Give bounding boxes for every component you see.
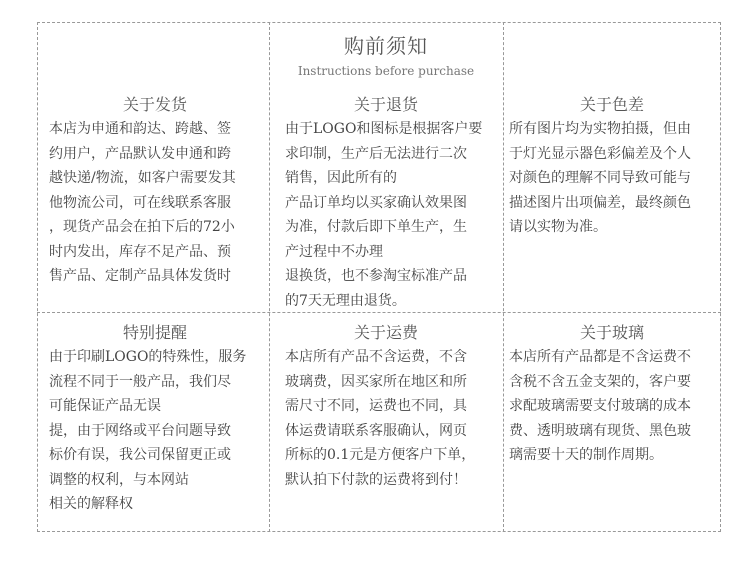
color-line: 请以实物为准。: [509, 219, 607, 235]
color-line: 于灯光显示器色彩偏差及个人: [509, 145, 691, 162]
special-heading: 特别提醒: [122, 323, 187, 342]
special-line: 提，由于网络或平台问题导致: [49, 422, 231, 439]
shipping-line: 售产品、定制产品具体发货时: [49, 268, 231, 284]
shipping-line: 时内发出，库存不足产品、预: [49, 243, 231, 260]
returns-text: [285, 117, 501, 313]
glass-line: 本店所有产品都是不含运费不: [509, 349, 691, 365]
shipping-line: 他物流公司，可在线联系客服: [49, 194, 231, 211]
glass-line: 求配玻璃需要支付玻璃的成本: [509, 398, 691, 414]
returns-heading: 关于退货: [353, 95, 418, 114]
color-text: [509, 117, 719, 240]
shipping-line: 越快递/物流，如客户需要发其: [49, 170, 236, 186]
freight-heading: 关于运费: [353, 323, 418, 342]
returns-line: 退换货，也不参淘宝标准产品: [285, 268, 467, 284]
special-line: 流程不同于一般产品，我们尽: [49, 373, 231, 390]
returns-line: 的7天无理由退货。: [285, 292, 406, 309]
returns-line: 求印制，生产后无法进行二次: [285, 145, 467, 162]
special-line: 可能保证产品无误: [49, 398, 161, 414]
freight-line: 玻璃费，因买家所在地区和所: [285, 373, 467, 390]
shipping-line: ，现货产品会在拍下后的72小: [49, 219, 235, 235]
page-subtitle: Instructions before purchase: [297, 64, 475, 78]
special-line: 标价有误，我公司保留更正或: [49, 447, 231, 463]
freight-line: 默认拍下付款的运费将到付！: [285, 471, 467, 488]
shipping-heading: 关于发货: [122, 95, 187, 114]
returns-line: 产过程中不办理: [285, 243, 383, 260]
color-line: 描述图片出项偏差，最终颜色: [509, 194, 691, 211]
freight-line: 需尺寸不同，运费也不同，具: [285, 398, 467, 414]
returns-line: 为准，付款后即下单生产，生: [285, 219, 467, 235]
freight-line: 体运费请联系客服确认，网页: [285, 422, 467, 439]
color-line: 对颜色的理解不同导致可能与: [509, 170, 691, 186]
returns-line: 销售，因此所有的: [285, 170, 397, 186]
returns-line: 由于LOGO和图标是根据客户要: [285, 121, 483, 137]
glass-heading: 关于玻璃: [579, 323, 644, 342]
color-line: 所有图片均为实物拍摄，但由: [509, 121, 691, 137]
page-title: 购前须知: [344, 34, 428, 58]
glass-line: 璃需要十天的制作周期。: [509, 447, 663, 463]
shipping-line: 本店为申通和韵达、跨越、签: [49, 121, 231, 137]
freight-line: 所标的0.1元是方便客户下单，: [285, 447, 476, 463]
special-line: 调整的权利，与本网站: [49, 471, 189, 488]
returns-line: 产品订单均以买家确认效果图: [285, 194, 467, 211]
glass-line: 费、透明玻璃有现货、黑色玻: [509, 422, 691, 439]
special-text: [49, 345, 265, 517]
color-heading: 关于色差: [579, 95, 644, 114]
freight-line: 本店所有产品不含运费，不含: [285, 349, 467, 365]
glass-line: 含税不含五金支架的，客户要: [509, 373, 691, 390]
special-line: 由于印刷LOGO的特殊性，服务: [49, 349, 247, 365]
shipping-text: [49, 117, 265, 289]
freight-text: [285, 345, 501, 492]
shipping-line: 约用户，产品默认发申通和跨: [49, 145, 231, 162]
glass-text: [509, 345, 719, 468]
special-line: 相关的解释权: [49, 496, 133, 512]
